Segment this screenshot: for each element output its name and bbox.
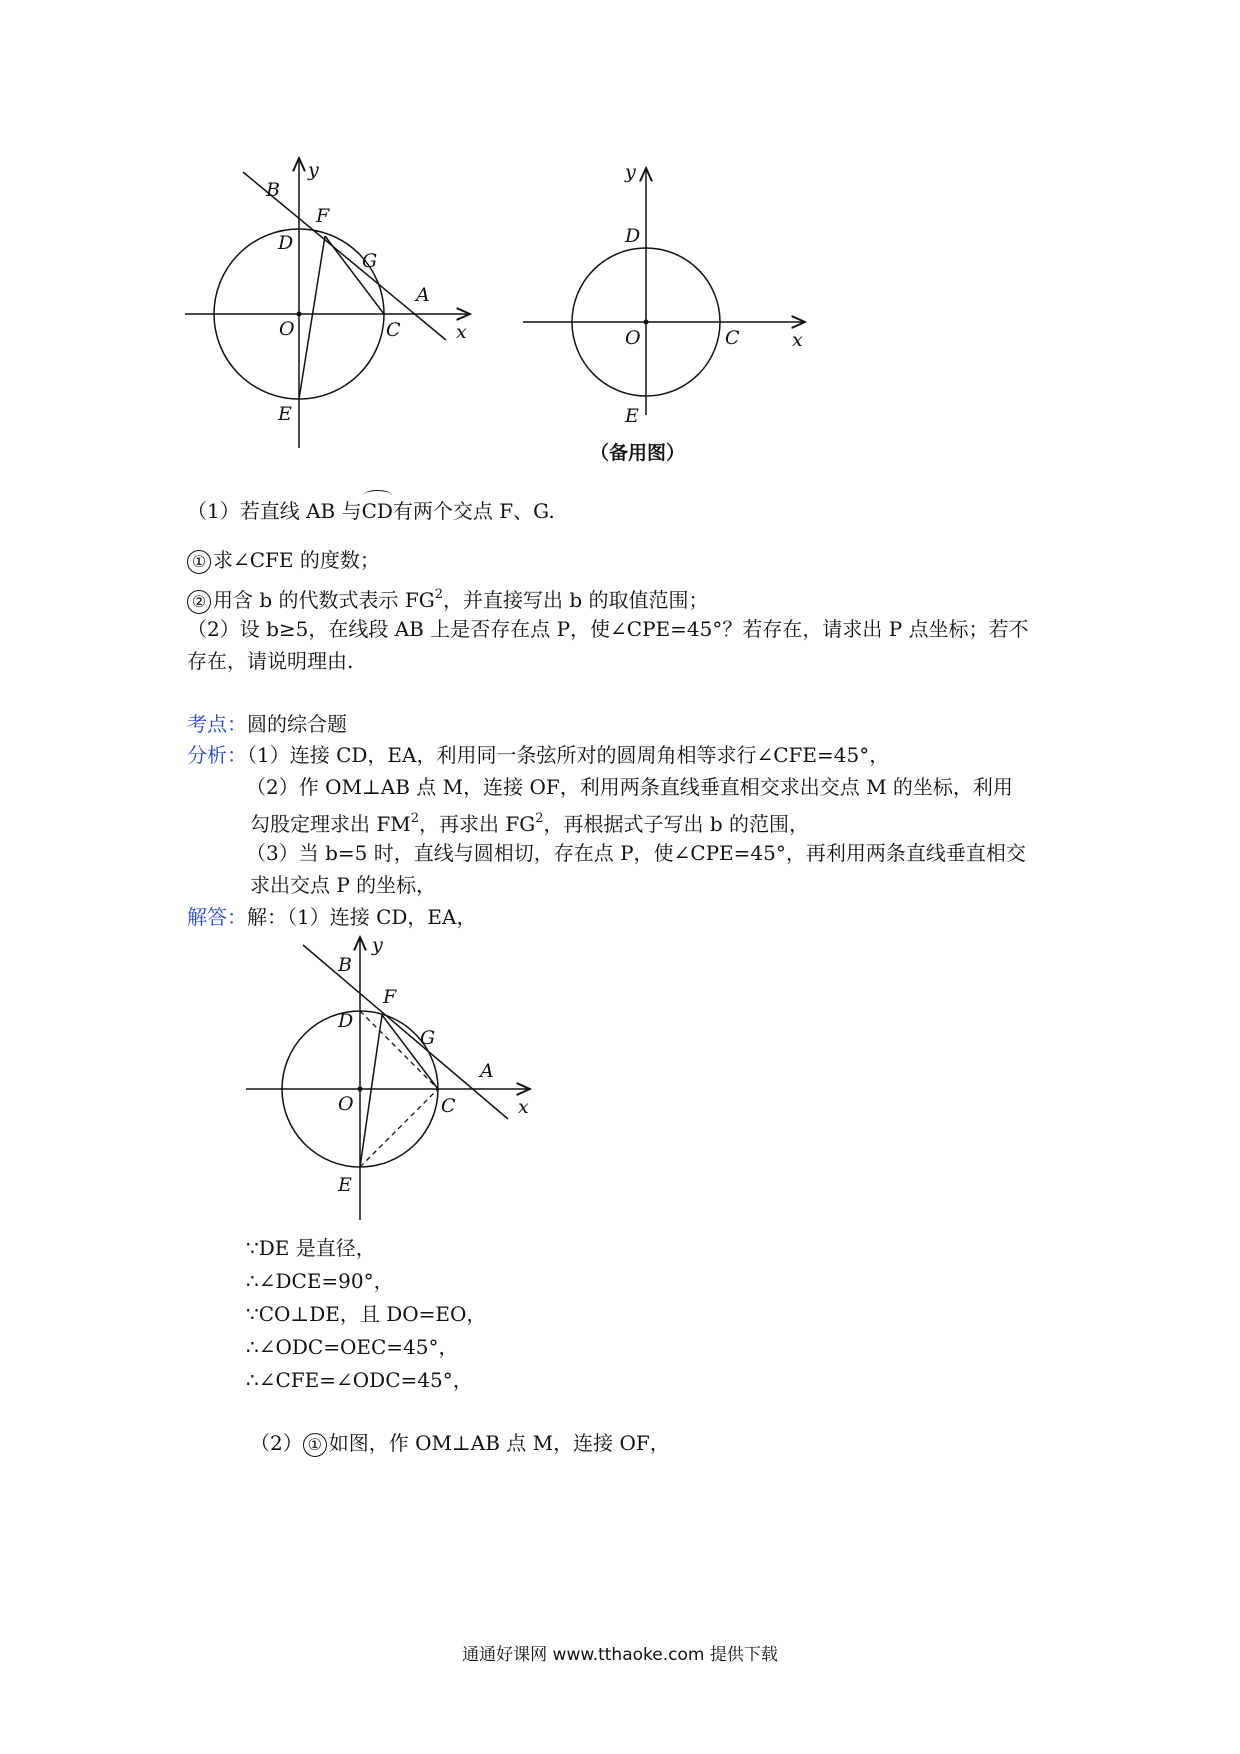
- jieda-step3: ∵CO⊥DE，且 DO=EO，: [246, 1302, 487, 1326]
- figure-main: [180, 150, 480, 454]
- label-c: C: [386, 319, 401, 341]
- dashed-ec: [360, 1089, 438, 1167]
- label-y: y: [625, 161, 636, 183]
- label-f: F: [383, 986, 397, 1008]
- fenxi-line5: 求出交点 P 的坐标，: [250, 873, 437, 897]
- question-1: （1）若直线 AB 与CD有两个交点 F、G.: [187, 496, 555, 526]
- label-o: O: [625, 327, 641, 349]
- jieda-label: 解答：: [187, 905, 247, 929]
- sub-question-1: ① 求∠CFE 的度数；: [187, 545, 380, 575]
- label-x: x: [518, 1096, 529, 1118]
- label-a: A: [480, 1060, 494, 1082]
- arc-cd: CD: [362, 496, 393, 526]
- figure-backup: [515, 160, 815, 444]
- jieda-intro: 解答：解：（1）连接 CD，EA，: [187, 905, 477, 929]
- label-e: E: [625, 405, 639, 427]
- footer: 通通好课网 www.tthaoke.com 提供下载: [462, 1645, 778, 1665]
- origin-dot: [644, 320, 649, 325]
- label-a: A: [416, 284, 430, 306]
- fenxi-line1: 分析：（1）连接 CD，EA，利用同一条弦所对的圆周角相等求行∠CFE=45°，: [187, 743, 890, 767]
- label-f: F: [316, 205, 330, 227]
- label-e: E: [338, 1174, 352, 1196]
- fenxi-line2: （2）作 OM⊥AB 点 M，连接 OF，利用两条直线垂直相交求出交点 M 的坐标，利用: [246, 775, 1013, 799]
- label-x: x: [456, 321, 467, 343]
- label-g: G: [362, 250, 378, 272]
- line-ab: [303, 945, 508, 1119]
- figure-solution: [240, 935, 540, 1234]
- label-d: D: [278, 232, 294, 254]
- fenxi-line4: （3）当 b=5 时，直线与圆相切，存在点 P，使∠CPE=45°，再利用两条直线垂直相交: [246, 841, 1026, 865]
- fenxi-label: 分析：: [187, 743, 247, 767]
- segment-fe: [360, 1015, 382, 1167]
- question-2-line1: （2）设 b≥5，在线段 AB 上是否存在点 P，使∠CPE=45°？若存在，请求出 P 点坐标；若不: [187, 617, 1029, 641]
- origin-dot: [358, 1087, 363, 1092]
- jieda-step1: ∵DE 是直径，: [246, 1236, 376, 1260]
- label-d: D: [338, 1010, 354, 1032]
- sub-question-2: ② 用含 b 的代数式表示 $FG^2$，并直接写出 b 的取值范围；: [187, 580, 709, 615]
- fenxi-line3: 勾股定理求出 $FM^2$，再求出 $FG^2$，再根据式子写出 b 的范围，: [250, 811, 810, 836]
- label-e: E: [278, 403, 292, 425]
- jieda-step4: ∴∠ODC=OEC=45°，: [246, 1335, 459, 1359]
- figure-caption: （备用图）: [590, 442, 686, 464]
- label-o: O: [338, 1093, 354, 1115]
- kaodian: 考点：圆的综合题: [187, 712, 347, 736]
- label-x: x: [792, 329, 803, 351]
- segment-fe: [299, 236, 325, 399]
- jieda-step5: ∴∠CFE=∠ODC=45°，: [246, 1368, 473, 1392]
- origin-dot: [297, 312, 302, 317]
- label-d: D: [625, 225, 641, 247]
- jieda-step6: （2） ① 如图，作 OM⊥AB 点 M，连接 OF，: [250, 1431, 670, 1455]
- question-2-line2: 存在，请说明理由.: [187, 649, 354, 673]
- label-o: O: [279, 318, 295, 340]
- label-y: y: [308, 159, 319, 181]
- label-g: G: [420, 1027, 436, 1049]
- jieda-step2: ∴∠DCE=90°，: [246, 1269, 394, 1293]
- label-b: B: [338, 954, 352, 976]
- kaodian-label: 考点：: [187, 712, 247, 736]
- label-c: C: [725, 327, 740, 349]
- label-y: y: [372, 935, 383, 956]
- label-c: C: [441, 1095, 456, 1117]
- label-b: B: [266, 179, 280, 201]
